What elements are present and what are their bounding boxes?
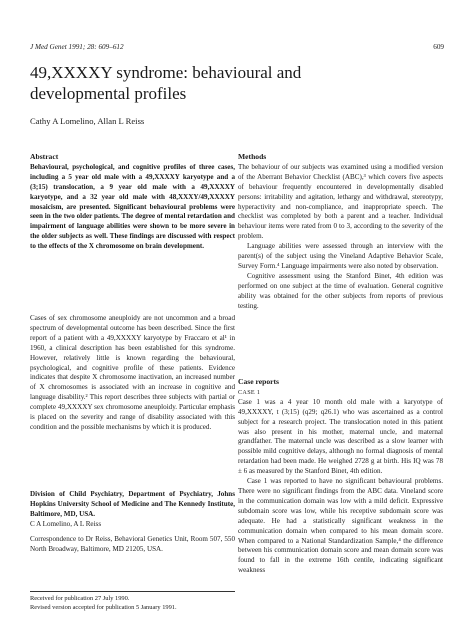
methods-paragraph-2: Language abilities were assessed through an interview with the parent(s) of the subject using the Vineland Adaptive Behavior Scale, Survey Form.⁴ Language impairments were also noted by observation. xyxy=(238,242,443,270)
running-head xyxy=(30,43,444,51)
affiliation-institution: Division of Child Psychiatry, Department of Psychiatry, Johns Hopkins University School of Medicine and The Kennedy Institute, Baltimore, MD, USA. xyxy=(30,490,235,518)
title-line-1: 49,XXXXY syndrome: behavioural and xyxy=(30,63,302,82)
case-reports-heading: Case reports xyxy=(238,377,279,386)
introduction-text: Cases of sex chromosome aneuploidy are not uncommon and a broad spectrum of developmental outcome has been described. Since the first report of a patient with a 49,XXXXY karyotype by Fraccaro et al¹ in 1960, a clinical description has been established for this syndrome. However, relatively little is known regarding the behavioural, psychological, and cognitive profile of these patients. Evidence indicates that despite X chromosome inactivation, an increased number of X chromosomes is associated with an increase in cognitive and language disability.² This report describes three subjects with partial or complete 49,XXXXY sex chromosome aneuploidy. Particular emphasis is placed on the severity and range of disability associated with this condition and the possible mechanisms by which it is produced. xyxy=(30,314,235,431)
case-1-paragraph-1: Case 1 was a 4 year 10 month old male with a karyotype of 49,XXXXY, t (3;15) (q29; q26.1) who was ascertained as a control subject for a research project. The translocation noted in this patient was also present in his mother, maternal uncle, and maternal grandfather. The maternal uncle was described as a slow learner with possible mild cognitive delays, although no formal diagnosis of mental retardation had been made. He weighed 2728 g at birth. His IQ was 78 ± 6 as measured by the Stanford Binet, 4th edition. xyxy=(238,397,443,476)
abstract-section xyxy=(30,152,235,252)
revised-date: Revised version accepted for publication 5 January 1991. xyxy=(30,603,177,611)
methods-heading: Methods xyxy=(238,152,267,161)
separator-rule xyxy=(30,591,235,592)
title-line-2: developmental profiles xyxy=(30,84,187,103)
methods-paragraph-1: The behaviour of our subjects was examined using a modified version of the Aberrant Behavior Checklist (ABC),³ which covers five aspects of behaviour frequently encountered in developmentally disabled persons: irritability and agitation, lethargy and withdrawal, stereotypy, hyperactivity and non-compliance, and inappropriate speech. The checklist was completed by both a parent and a teacher. Individual behaviour items were rated from 0 to 3, according to the severity of the problem. xyxy=(238,162,443,241)
case-1-paragraph-2: Case 1 was reported to have no significant behavioural problems. There were no significant findings from the ABC data. Vineland score in the communication domain was low with a mild deficit. Expressive subdomain score was low, while his receptive subdomain score was adequate. He had a statistically significant weakness in the communication domain when compared to his mean domain score. When compared to a National Standardization Sample,⁴ the difference between his communication domain score and mean domain score was found to fall in the extreme 16th centile, indicating significant weakness xyxy=(238,477,443,575)
publication-dates xyxy=(30,591,235,612)
page-number: 609 xyxy=(433,43,444,51)
affiliation-block xyxy=(30,490,235,554)
correspondence-text: Correspondence to Dr Reiss, Behavioral Genetics Unit, Room 507, 550 North Broadway, Baltimore, MD 21205, USA. xyxy=(30,534,235,553)
abstract-heading: Abstract xyxy=(30,152,59,161)
author-list: Cathy A Lomelino, Allan L Reiss xyxy=(30,116,145,126)
case-1-label: CASE 1 xyxy=(238,388,261,396)
received-date: Received for publication 27 July 1990. xyxy=(30,595,130,602)
article-title xyxy=(30,62,450,104)
affiliation-names: C A Lomelino, A L Reiss xyxy=(30,519,102,528)
methods-section xyxy=(238,152,443,312)
introduction-section xyxy=(30,314,235,433)
methods-paragraph-3: Cognitive assessment using the Stanford Binet, 4th edition was performed on one subject at the time of evaluation. General cognitive ability was obtained for the other subjects from reports of previous testing. xyxy=(238,271,443,310)
case-reports-section xyxy=(238,377,443,576)
abstract-text: Behavioural, psychological, and cognitive profiles of three cases, including a 5 year old male with a 49,XXXXY karyotype and a (3;15) translocation, a 9 year old male with a 49,XXXXY karyotype, and a 32 year old male with 48,XXXY/49,XXXXY mosaicism, are presented. Significant behavioural problems were seen in the two older patients. The degree of mental retardation and impairment of language abilities were shown to be more severe in the older subjects as well. These findings are discussed with respect to the effects of the X chromosome on brain development. xyxy=(30,162,235,251)
journal-reference: J Med Genet 1991; 28: 609–612 xyxy=(30,43,124,51)
